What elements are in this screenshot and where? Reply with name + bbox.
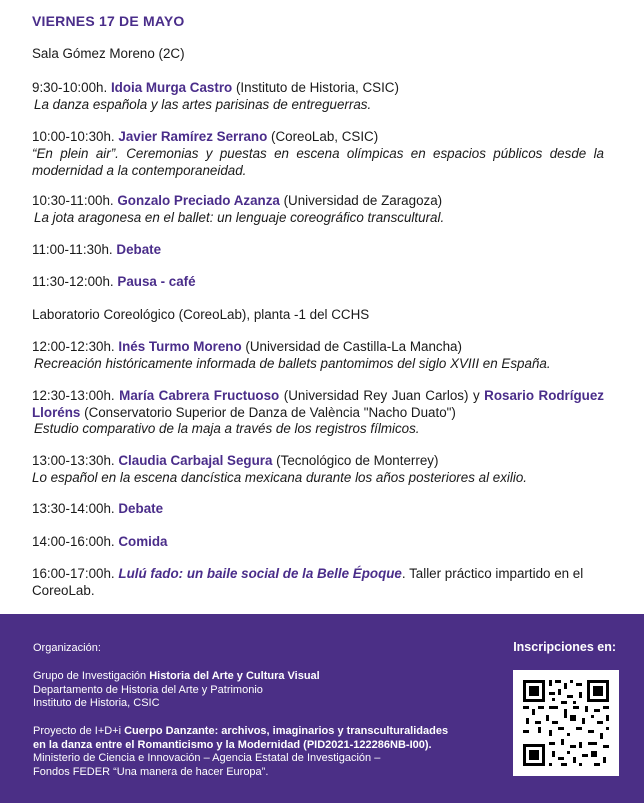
registration-qr-code[interactable] bbox=[513, 670, 619, 776]
session-time: 10:30-11:00h. bbox=[32, 193, 114, 208]
speaker-name: Inés Turmo Moreno bbox=[118, 339, 242, 354]
research-group-prefix: Grupo de Investigación bbox=[33, 670, 150, 682]
speaker-name: Idoia Murga Castro bbox=[110, 80, 233, 95]
project-name: Cuerpo Danzante: archivos, imaginarios y transculturalidades bbox=[124, 725, 449, 737]
session-3-title: La jota aragonesa en el ballet: un lenguaje coreográfico transcultural. bbox=[34, 210, 445, 225]
session-label: Debate bbox=[118, 501, 164, 516]
venue-2: Laboratorio Coreológico (CoreoLab), planta -1 del CCHS bbox=[32, 307, 370, 322]
research-group-name: Historia del Arte y Cultura Visual bbox=[149, 670, 320, 682]
session-7 bbox=[32, 387, 604, 421]
day-title: VIERNES 17 DE MAYO bbox=[32, 13, 185, 29]
footer-panel bbox=[0, 614, 644, 803]
speaker-institution: (Conservatorio Superior de Danza de València "Nacho Duato") bbox=[84, 405, 456, 420]
workshop-title: Lulú fado: un baile social de la Belle Époque bbox=[118, 566, 402, 581]
session-time: 13:30-14:00h. bbox=[32, 501, 115, 516]
registration-label: Inscripciones en: bbox=[513, 640, 616, 654]
session-6 bbox=[32, 338, 604, 355]
session-time: 12:30-13:00h. bbox=[32, 388, 115, 403]
session-debate-1 bbox=[32, 241, 604, 258]
speaker-institution: (Instituto de Historia, CSIC) bbox=[235, 80, 399, 95]
session-time: 9:30-10:00h. bbox=[32, 80, 108, 95]
project-line-2 bbox=[33, 739, 432, 752]
session-lunch bbox=[32, 533, 604, 550]
speaker-institution: (Universidad de Zaragoza) bbox=[283, 193, 443, 208]
session-8 bbox=[32, 452, 604, 469]
session-label: Comida bbox=[118, 534, 168, 549]
session-time: 16:00-17:00h. bbox=[32, 566, 115, 581]
session-time: 14:00-16:00h. bbox=[32, 534, 115, 549]
session-1-title: La danza española y las artes parisinas de entreguerras. bbox=[34, 97, 372, 112]
session-6-title: Recreación históricamente informada de ballets pantomimos del siglo XVIII en España. bbox=[34, 356, 551, 371]
session-time: 11:30-12:00h. bbox=[32, 274, 114, 289]
workshop-description: . Taller práctico impartido en el CoreoLab. bbox=[32, 566, 584, 598]
session-8-title: Lo español en la escena dancística mexicana durante los años posteriores al exilio. bbox=[32, 470, 528, 485]
session-2-title: “En plein air”. Ceremonias y puestas en escena olímpicas en espacios públicos desde la modernidad a la contemporaneidad. bbox=[32, 146, 604, 178]
speaker-institution: (Universidad Rey Juan Carlos) y bbox=[283, 388, 480, 403]
session-time: 12:00-12:30h. bbox=[32, 339, 115, 354]
session-1 bbox=[32, 79, 604, 96]
speaker-name: Javier Ramírez Serrano bbox=[118, 129, 268, 144]
session-time: 13:00-13:30h. bbox=[32, 453, 115, 468]
speaker-name: Claudia Carbajal Segura bbox=[118, 453, 273, 468]
session-label: Pausa - café bbox=[117, 274, 196, 289]
venue-1: Sala Gómez Moreno (2C) bbox=[32, 46, 185, 61]
research-group bbox=[33, 670, 320, 683]
speaker-name: María Cabrera Fructuoso bbox=[119, 388, 280, 403]
organization-label: Organización: bbox=[33, 642, 101, 654]
session-3 bbox=[32, 192, 604, 209]
project-prefix: Proyecto de I+D+i bbox=[33, 725, 125, 737]
session-break bbox=[32, 273, 604, 290]
session-time: 11:00-11:30h. bbox=[32, 242, 113, 257]
speaker-institution: (Tecnológico de Monterrey) bbox=[276, 453, 439, 468]
session-debate-2 bbox=[32, 500, 604, 517]
project-name-cont: en la danza entre el Romanticismo y la Modernidad (PID2021-122286NB-I00). bbox=[33, 738, 432, 751]
session-7-title: Estudio comparativo de la maja a través de los registros fílmicos. bbox=[34, 421, 420, 436]
speaker-name: Gonzalo Preciado Azanza bbox=[117, 193, 280, 208]
feder-funds: Fondos FEDER “Una manera de hacer Europa”. bbox=[33, 765, 269, 778]
institute: Instituto de Historia, CSIC bbox=[33, 697, 160, 709]
speaker-name: Rosario Rodríguez Lloréns bbox=[32, 388, 604, 420]
ministry: Ministerio de Ciencia e Innovación – Agencia Estatal de Investigación – bbox=[33, 752, 381, 764]
session-time: 10:00-10:30h. bbox=[32, 129, 115, 144]
department: Departamento de Historia del Arte y Patrimonio bbox=[33, 683, 263, 696]
project-line-1 bbox=[33, 725, 448, 738]
speaker-institution: (Universidad de Castilla-La Mancha) bbox=[245, 339, 462, 354]
session-2 bbox=[32, 128, 604, 145]
speaker-institution: (CoreoLab, CSIC) bbox=[271, 129, 379, 144]
qr-code-graphic bbox=[513, 670, 619, 776]
session-workshop bbox=[32, 565, 604, 599]
session-label: Debate bbox=[116, 242, 162, 257]
